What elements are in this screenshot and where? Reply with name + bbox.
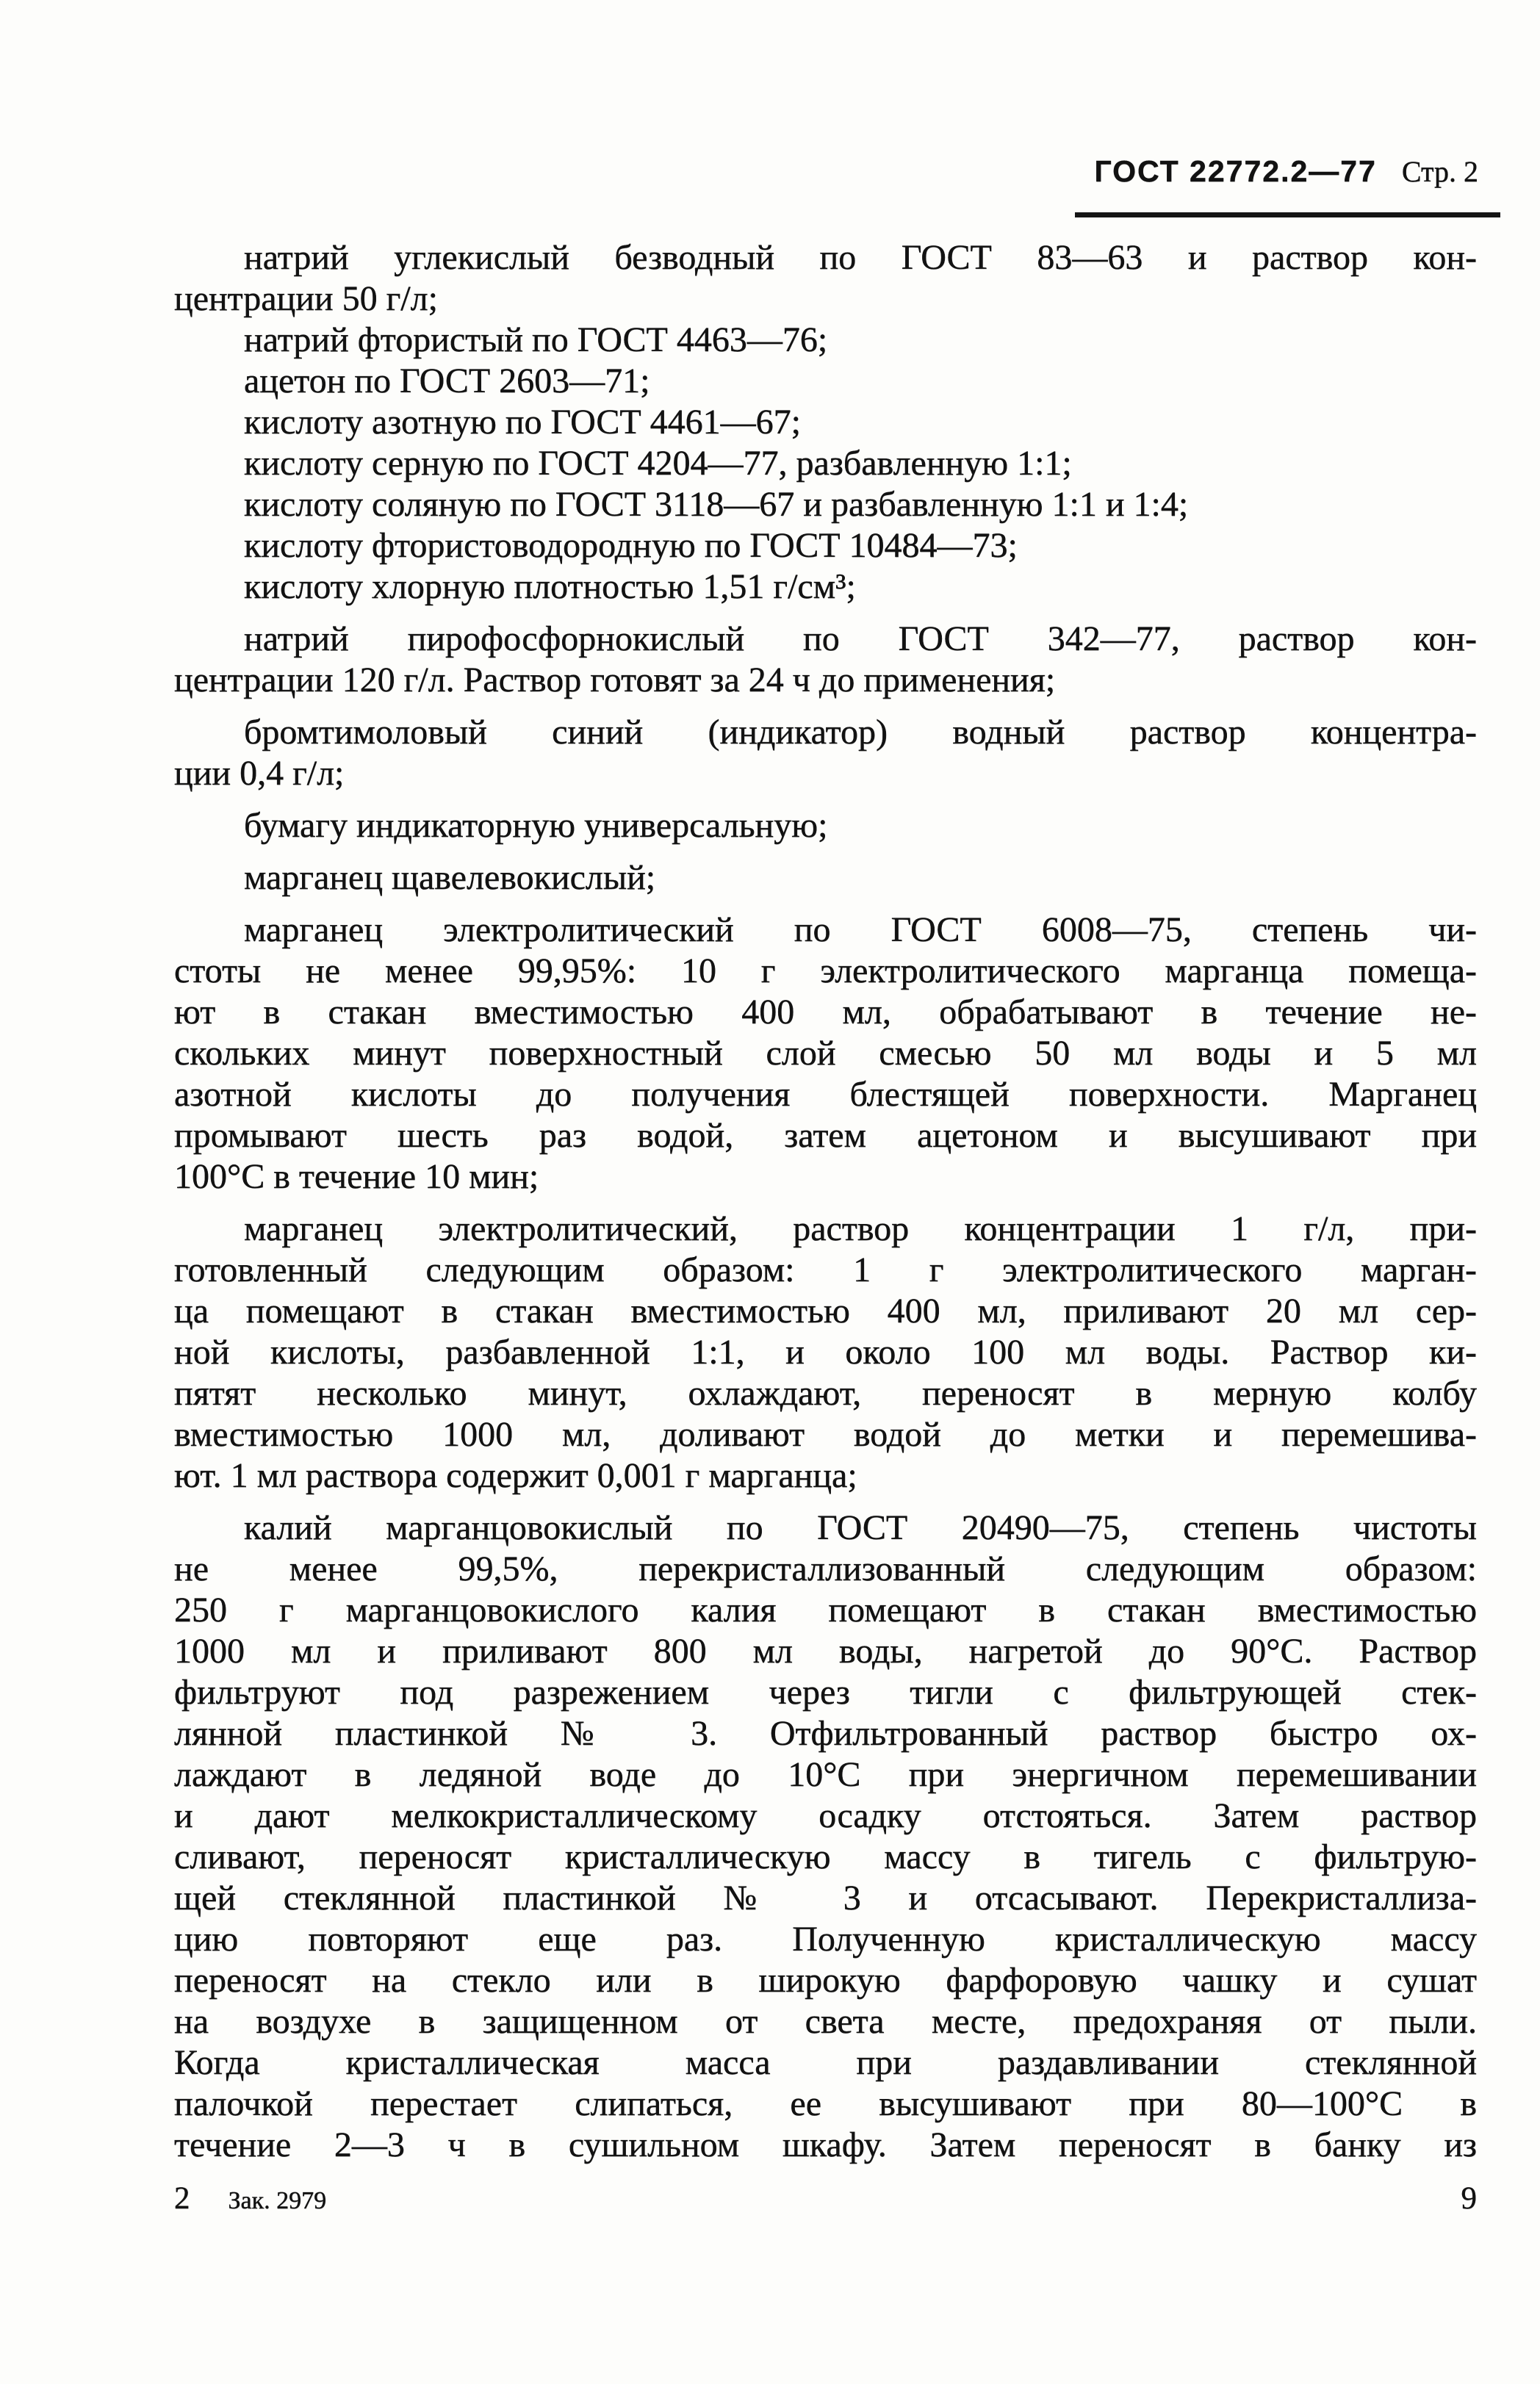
text-line: ции 0,4 г/л; — [174, 754, 345, 793]
text-line: фильтруют под разрежением через тигли с фильтрующей стек- — [174, 1673, 1477, 1712]
paragraph — [174, 320, 1477, 361]
paragraph — [174, 443, 1477, 484]
signature-number: 2 — [174, 2181, 190, 2216]
page-header — [1094, 154, 1478, 189]
text-line: кислоту хлорную плотностью 1,51 г/см³; — [244, 567, 856, 606]
text-line: лянной пластинкой № 3. Отфильтрованный раствор быстро ох- — [174, 1714, 1477, 1753]
text-line: кислоту серную по ГОСТ 4204—77, разбавленную 1:1; — [244, 444, 1072, 483]
text-line: цию повторяют еще раз. Полученную кристаллическую массу — [174, 1920, 1477, 1959]
text-line: стоты не менее 99,95%: 10 г электролитического марганца помеща- — [174, 951, 1477, 990]
text-line: не менее 99,5%, перекристаллизованный следующим образом: — [174, 1549, 1477, 1588]
paragraph — [174, 361, 1477, 402]
text-line: бромтимоловый синий (индикатор) водный раствор концентра- — [244, 713, 1477, 752]
doc-reference: ГОСТ 22772.2—77 — [1094, 154, 1377, 188]
paragraph — [174, 402, 1477, 443]
text-line: 1000 мл и приливают 800 мл воды, нагретой до 90°С. Раствор — [174, 1632, 1477, 1671]
text-line: щей стеклянной пластинкой № 3 и отсасывают. Перекристаллиза- — [174, 1879, 1477, 1917]
text-line: лаждают в ледяной воде до 10°С при энергичном перемешивании — [174, 1755, 1477, 1794]
header-rule — [1075, 212, 1500, 217]
paragraph — [174, 857, 1477, 898]
document-body — [174, 237, 1477, 2166]
text-line: вместимостью 1000 мл, доливают водой до метки и перемешива- — [174, 1415, 1477, 1454]
text-line: на воздухе в защищенном от света месте, предохраняя от пыли. — [174, 2002, 1477, 2041]
text-line: марганец электролитический по ГОСТ 6008—75, степень чи- — [244, 910, 1477, 949]
text-line: натрий фтористый по ГОСТ 4463—76; — [244, 320, 828, 359]
paragraph — [174, 525, 1477, 566]
text-line: переносят на стекло или в широкую фарфоровую чашку и сушат — [174, 1961, 1477, 2000]
paragraph — [174, 805, 1477, 846]
text-line: ной кислоты, разбавленной 1:1, и около 100 мл воды. Раствор ки- — [174, 1333, 1477, 1372]
print-order-number: Зак. 2979 — [228, 2187, 327, 2214]
text-line: кислоту азотную по ГОСТ 4461—67; — [244, 403, 802, 442]
paragraph — [174, 237, 1477, 320]
text-line: палочкой перестает слипаться, ее высушивают при 80—100°С в — [174, 2084, 1477, 2123]
paragraph — [174, 1209, 1477, 1497]
text-line: кислоту фтористоводородную по ГОСТ 10484—73; — [244, 526, 1018, 565]
text-line: кислоту соляную по ГОСТ 3118—67 и разбавленную 1:1 и 1:4; — [244, 485, 1189, 524]
text-line: промывают шесть раз водой, затем ацетоном и высушивают при — [174, 1116, 1477, 1155]
text-line: 100°С в течение 10 мин; — [174, 1157, 539, 1196]
text-line: Когда кристаллическая масса при раздавливании стеклянной — [174, 2043, 1477, 2082]
page-number: 9 — [1461, 2181, 1477, 2216]
text-line: пятят несколько минут, охлаждают, переносят в мерную колбу — [174, 1374, 1477, 1413]
text-line: и дают мелкокристаллическому осадку отстояться. Затем раствор — [174, 1796, 1477, 1835]
text-line: азотной кислоты до получения блестящей поверхности. Марганец — [174, 1075, 1477, 1114]
text-line: 250 г марганцовокислого калия помещают в стакан вместимостью — [174, 1591, 1477, 1629]
text-line: марганец электролитический, раствор концентрации 1 г/л, при- — [244, 1209, 1477, 1248]
page-label: Стр. 2 — [1401, 155, 1478, 188]
paragraph — [174, 712, 1477, 794]
paragraph — [174, 619, 1477, 701]
text-line: ют. 1 мл раствора содержит 0,001 г марганца; — [174, 1456, 857, 1495]
text-line: натрий пирофосфорнокислый по ГОСТ 342—77, раствор кон- — [244, 619, 1477, 658]
text-line: сливают, переносят кристаллическую массу в тигель с фильтрую- — [174, 1837, 1477, 1876]
page-footer — [174, 2180, 1477, 2216]
text-line: калий марганцовокислый по ГОСТ 20490—75, степень чистоты — [244, 1508, 1477, 1547]
text-line: центрации 50 г/л; — [174, 279, 438, 318]
text-line: марганец щавелевокислый; — [244, 858, 656, 897]
text-line: ют в стакан вместимостью 400 мл, обрабатывают в течение не- — [174, 993, 1477, 1031]
text-line: течение 2—3 ч в сушильном шкафу. Затем переносят в банку из — [174, 2125, 1477, 2164]
text-line: ацетон по ГОСТ 2603—71; — [244, 361, 650, 400]
text-line: готовленный следующим образом: 1 г электролитического марган- — [174, 1250, 1477, 1289]
paragraph — [174, 484, 1477, 525]
text-line: центрации 120 г/л. Раствор готовят за 24 ч до применения; — [174, 660, 1056, 699]
paragraph — [174, 566, 1477, 608]
paragraph — [174, 1508, 1477, 2166]
text-line: натрий углекислый безводный по ГОСТ 83—63 и раствор кон- — [244, 238, 1477, 277]
text-line: скольких минут поверхностный слой смесью 50 мл воды и 5 мл — [174, 1034, 1477, 1073]
paragraph — [174, 910, 1477, 1198]
text-line: бумагу индикаторную универсальную; — [244, 806, 828, 845]
text-line: ца помещают в стакан вместимостью 400 мл, приливают 20 мл сер- — [174, 1292, 1477, 1330]
